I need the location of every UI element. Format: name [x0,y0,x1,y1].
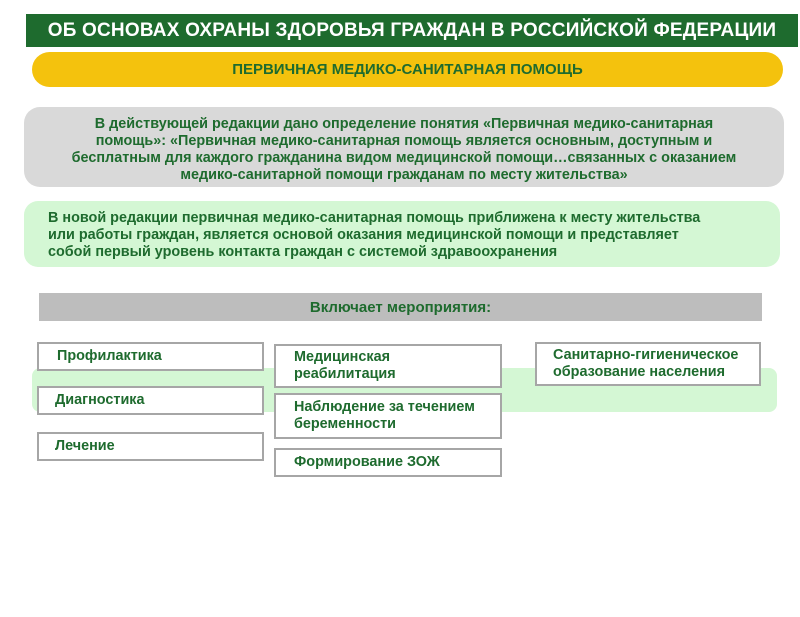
page-title: ОБ ОСНОВАХ ОХРАНЫ ЗДОРОВЬЯ ГРАЖДАН В РОССИЙСКОЙ ФЕДЕРАЦИИ [26,14,798,47]
measure-item-label-line-2: беременности [294,416,397,432]
measure-item-sanitary-education [535,342,761,386]
measure-item-label-line-2: реабилитация [294,366,396,382]
measure-item-rehabilitation [274,344,502,388]
measure-item-label-line-1: Санитарно-гигиеническое [553,347,739,363]
measure-item-prophylaxis [37,342,264,371]
current-definition-line-3: бесплатным для каждого гражданина видом медицинской помощи…связанных с оказанием [71,150,737,166]
section-subtitle: ПЕРВИЧНАЯ МЕДИКО-САНИТАРНАЯ ПОМОЩЬ [32,52,783,87]
measures-heading: Включает мероприятия: [39,293,762,321]
measure-item-label: Диагностика [55,392,145,408]
measure-item-label-line-2: образование населения [553,364,726,380]
current-definition-line-4: медико-санитарной помощи гражданам по месту жительства» [180,167,628,183]
new-definition-line-2: или работы граждан, является основой оказания медицинской помощи и представляет [48,227,679,243]
measure-item-label: Формирование ЗОЖ [294,454,440,470]
current-definition-line-2: помощь»: «Первичная медико-санитарная помощь является основным, доступным и [95,133,713,149]
measure-item-pregnancy-monitoring [274,393,502,439]
new-definition-line-3: собой первый уровень контакта граждан с системой здравоохранения [48,244,558,260]
measure-item-label: Лечение [55,438,115,454]
measure-item-treatment [37,432,264,461]
measure-item-label: Профилактика [57,348,162,364]
measure-item-diagnostics [37,386,264,415]
measure-item-healthy-lifestyle [274,448,502,477]
measure-item-label-line-1: Медицинская [294,349,390,365]
new-definition-box [24,201,780,267]
new-definition-line-1: В новой редакции первичная медико-санитарная помощь приближена к месту жительства [48,210,701,226]
current-definition-box [24,107,784,187]
current-definition-line-1: В действующей редакции дано определение понятия «Первичная медико-санитарная [94,116,714,132]
measure-item-label-line-1: Наблюдение за течением [294,399,475,415]
